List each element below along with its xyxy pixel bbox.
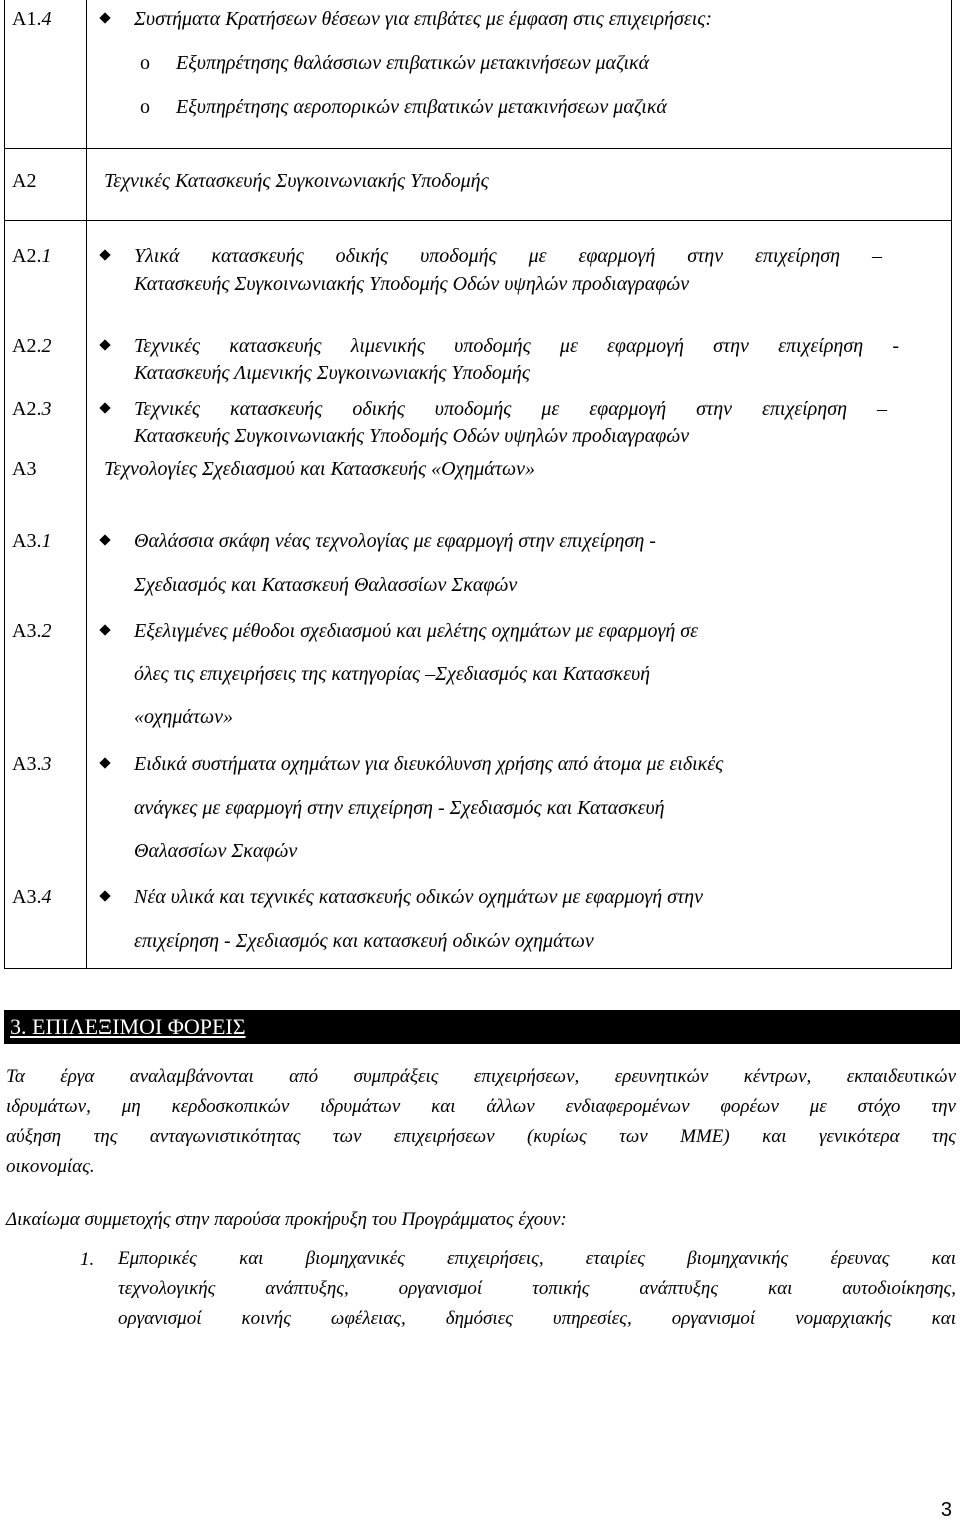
row-text: Θαλασσίων Σκαφών xyxy=(134,840,298,862)
table-column-divider xyxy=(86,0,87,968)
row-text: Θαλάσσια σκάφη νέας τεχνολογίας με εφαρμογή στην επιχείρηση - xyxy=(134,530,656,552)
paragraph-line: ιδρυμάτων, μη κερδοσκοπικών ιδρυμάτων και άλλων ενδιαφερομένων φορέων με στόχο την xyxy=(6,1096,956,1117)
list-number: 1. xyxy=(80,1249,95,1270)
row-text: επιχείρηση - Σχεδιασμός και κατασκευή οδικών οχημάτων xyxy=(134,930,594,952)
row-divider xyxy=(4,148,951,149)
sub-bullet-icon: o xyxy=(140,52,150,74)
row-text: Εξυπηρέτησης αεροπορικών επιβατικών μετακινήσεων μαζικά xyxy=(176,96,667,118)
sub-bullet-icon: o xyxy=(140,96,150,118)
row-text: Εξελιγμένες μέθοδοι σχεδιασμού και μελέτης οχημάτων με εφαρμογή σε xyxy=(134,620,699,642)
paragraph-line: Τα έργα αναλαμβάνονται από συμπράξεις επιχειρήσεων, ερευνητικών κέντρων, εκπαιδευτικών xyxy=(6,1066,956,1087)
row-divider xyxy=(4,220,951,221)
row-code-a2: A2 xyxy=(12,170,37,192)
list-item xyxy=(118,1244,956,1334)
row-code-a3-3: A3.3 xyxy=(12,753,52,775)
row-code-a2-1: A2.1 xyxy=(12,245,52,267)
row-text: Κατασκευής Λιμενικής Συγκοινωνιακής Υποδομής xyxy=(134,362,530,384)
row-code-a3-2: A3.2 xyxy=(12,620,52,642)
list-item-line: Εμπορικές και βιομηχανικές επιχειρήσεις, εταιρίες βιομηχανικής έρευνας και xyxy=(118,1248,956,1269)
row-text: Υλικά κατασκευής οδικής υποδομής με εφαρμογή στην επιχείρηση – xyxy=(134,245,882,267)
page-number: 3 xyxy=(940,1499,952,1521)
section-heading-bar xyxy=(4,1010,960,1044)
row-code-a2-3: A2.3 xyxy=(12,398,52,420)
eligibility-title: Δικαίωμα συμμετοχής στην παρούσα προκήρυξη του Προγράμματος έχουν: xyxy=(6,1209,567,1230)
row-text: Τεχνικές κατασκευής λιμενικής υποδομής με εφαρμογή στην επιχείρηση - xyxy=(134,335,899,357)
row-code-a3-1: A3.1 xyxy=(12,530,52,552)
eligibility-paragraph xyxy=(6,1062,956,1182)
row-text: Σχεδιασμός και Κατασκευή Θαλασσίων Σκαφών xyxy=(134,574,518,596)
row-text: όλες τις επιχειρήσεις της κατηγορίας –Σχεδιασμός και Κατασκευή xyxy=(134,663,651,685)
row-text: Τεχνικές κατασκευής οδικής υποδομής με εφαρμογή στην επιχείρηση – xyxy=(134,398,887,420)
row-code-a3-4: A3.4 xyxy=(12,886,52,908)
row-text: «οχημάτων» xyxy=(134,706,234,728)
row-text: Ειδικά συστήματα οχημάτων για διευκόλυνση χρήσης από άτομα με ειδικές xyxy=(134,753,724,775)
row-text: Νέα υλικά και τεχνικές κατασκευής οδικών οχημάτων με εφαρμογή στην xyxy=(134,886,703,908)
list-item-line: τεχνολογικής ανάπτυξης, οργανισμοί τοπικής ανάπτυξης και αυτοδιοίκησης, xyxy=(118,1278,956,1299)
row-code-a2-2: A2.2 xyxy=(12,335,52,357)
row-title: Τεχνικές Κατασκευής Συγκοινωνιακής Υποδομής xyxy=(104,170,489,192)
row-code-a1-4: A1.4 xyxy=(12,8,52,30)
section-heading: 3. ΕΠΙΛΕΞΙΜΟΙ ΦΟΡΕΙΣ xyxy=(10,1014,246,1039)
row-title: Τεχνολογίες Σχεδιασμού και Κατασκευής «Οχημάτων» xyxy=(104,458,535,480)
row-text: Συστήματα Κρατήσεων θέσεων για επιβάτες με έμφαση στις επιχειρήσεις: xyxy=(134,8,713,30)
paragraph-line: αύξηση της ανταγωνιστικότητας των επιχειρήσεων (κυρίως των ΜΜΕ) και γενικότερα της xyxy=(6,1126,956,1147)
row-text: Κατασκευής Συγκοινωνιακής Υποδομής Οδών υψηλών προδιαγραφών xyxy=(134,425,690,447)
row-text: Κατασκευής Συγκοινωνιακής Υποδομής Οδών υψηλών προδιαγραφών xyxy=(134,273,690,295)
row-code-a3: A3 xyxy=(12,458,37,480)
criteria-table xyxy=(4,0,952,969)
list-item-line: οργανισμοί κοινής ωφέλειας, δημόσιες υπηρεσίες, οργανισμοί νομαρχιακής και xyxy=(118,1308,956,1329)
row-text: Εξυπηρέτησης θαλάσσιων επιβατικών μετακινήσεων μαζικά xyxy=(176,52,650,74)
row-text: ανάγκες με εφαρμογή στην επιχείρηση - Σχεδιασμός και Κατασκευή xyxy=(134,797,665,819)
paragraph-line: οικονομίας. xyxy=(6,1156,95,1177)
